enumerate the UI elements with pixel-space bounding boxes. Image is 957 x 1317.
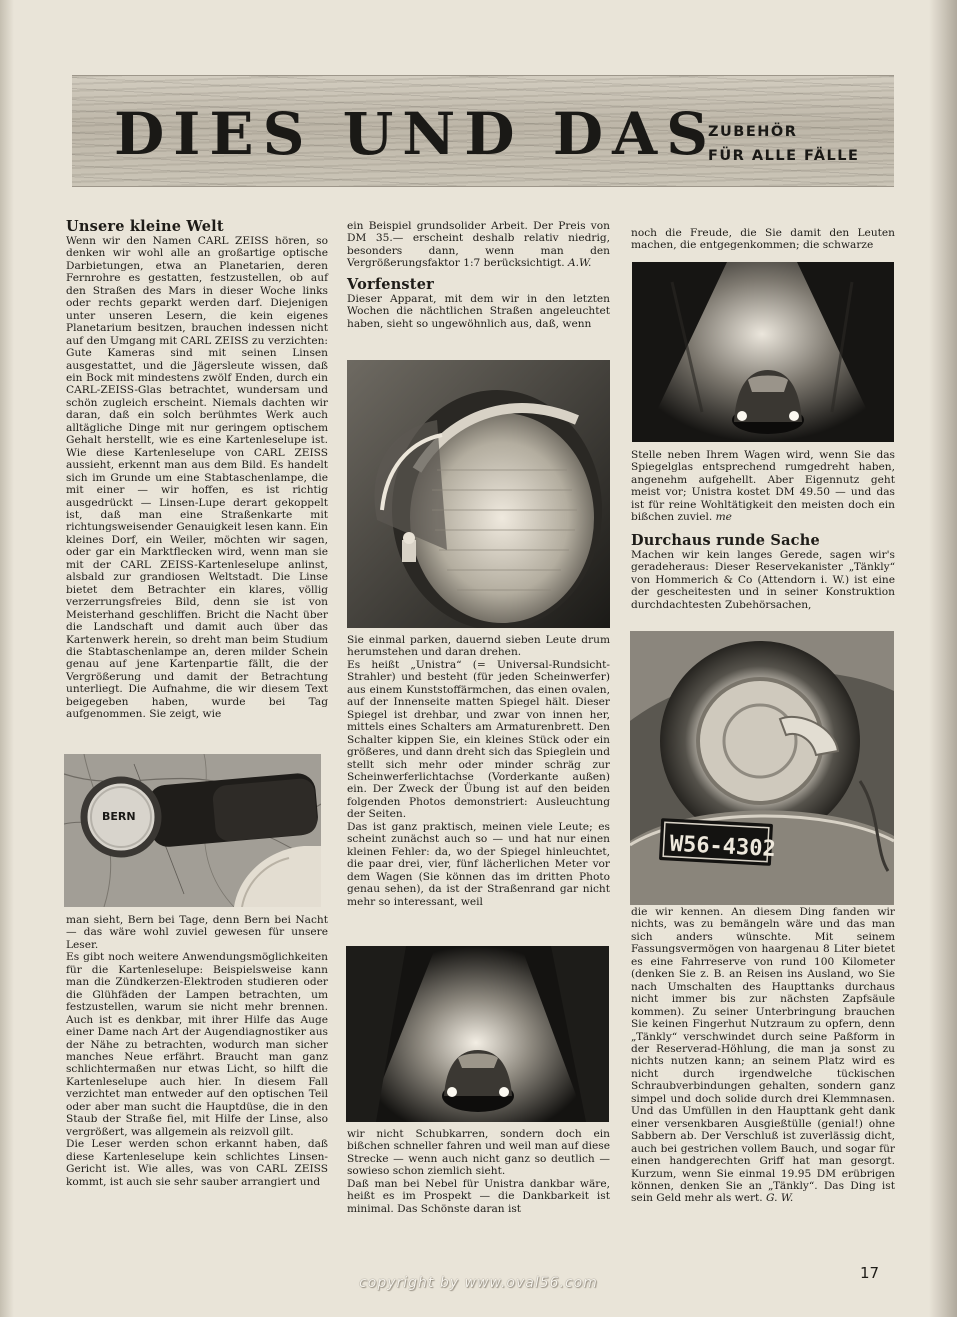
col2-paragraph-nebel: Daß man bei Nebel für Unistra dankbar wäre, heißt es im Prospekt — die Dankbarkeit ist minimal. Das Schönste daran ist: [347, 1177, 610, 1215]
map-label: BERN: [102, 810, 136, 823]
col2-paragraph-praktisch: Das ist ganz praktisch, meinen viele Leute; es scheint zunächst auch so — und hat nur einen kleinen Fehler: da, wo der Spiegel hinleuchtet, die paar drei, vier, fünf lächerlichen Meter vor dem Wagen (Sie können das im dritten Photo genau sehen), da ist der Straßenrand gar nicht mehr so interessant, weil: [347, 820, 610, 908]
col2-paragraph-preis: [347, 220, 610, 270]
col3-paragraph-intro: Machen wir kein langes Gerede, sagen wir's geradeheraus: Dieser Reservekanister „Tänkly“ von Hommerich & Co (Attendorn i. W.) ist eine der gescheitesten und in seiner Konstruktion durchdachtesten Zubehörsachen,: [631, 548, 895, 611]
col3-top: [631, 227, 895, 252]
banner-subtitle-line1: ZUBEHÖR: [708, 124, 798, 140]
page-edge-shadow-right: [929, 0, 957, 1317]
photo-road-night-1: [632, 262, 894, 442]
col2-paragraph-unistra: Es heißt „Unistra“ (= Universal-Rundsicht-Strahler) und besteht (für jeden Scheinwerfer) aus einem Kunststoffärmchen, das einen ovalen, auf der Innenseite matten Spiegel hält. Dieser Spiegel ist drehbar, und zwar von innen her, mittels eines Schalters am Armaturenbrett. Den Schalter kippen Sie, ein kleines Stück oder ein größeres, und dann dreht sich das Spieglein und stellt sich mehr oder minder schräg zur Scheinwerferlichtachse (Vorderkante außen) ein. Der Zweck der Übung ist auf den beiden folgenden Photos demonstriert: Ausleuchtung der Seiten.: [347, 658, 610, 821]
copyright-watermark: copyright by www.oval56.com: [359, 1275, 598, 1291]
signature-me: me: [715, 511, 732, 524]
signature-gw: G. W.: [766, 1192, 794, 1205]
col3-paragraph-stelle: [631, 449, 895, 524]
col2-preis-text: ein Beispiel grundsolider Arbeit. Der Preis von DM 35.— erscheint deshalb relativ niedrig, besonders dann, wenn man den Vergrößerungsfaktor 1:7 berücksichtigt.: [347, 220, 610, 270]
col1-top: [66, 218, 328, 721]
col3-paragraph-freude: noch die Freude, die Sie damit den Leuten machen, die entgegenkommen; die schwarze: [631, 227, 895, 252]
road-night-illustration-1: [632, 262, 894, 442]
col1-paragraph-anwendung: Es gibt noch weitere Anwendungsmöglichkeiten für die Kartenleselupe: Beispielsweise kann man die Zündkerzen-Elektroden studieren oder die Glühfäden der Lampen betrachten, um festzustellen, warum sie nicht mehr brennen. Auch ist es denkbar, mit ihrer Hilfe das Auge einer Dame nach Art der Augendiagnostiker aus der Nähe zu betrachten, wodurch man sicher manches Neue erfährt. Braucht man ganz schlichtermaßen nur etwas Licht, so hilft die Kartenleselupe auch hier. In diesem Fall verzichtet man entweder auf den optischen Teil oder aber man sucht die Hauptdüse, die in den Staub der Straße fiel, mit Hilfe der Linse, also vergrößert, was allgemein als reizvoll gilt.: [66, 951, 328, 1138]
col2-top: [347, 220, 610, 330]
article-heading-kleine-welt: Unsere kleine Welt: [66, 218, 224, 235]
photo-road-night-2: [346, 946, 609, 1122]
col2-paragraph-schubkarren: wir nicht Schubkarren, sondern doch ein bißchen schneller fahren und weil man auf diese Strecke — wenn auch nicht ganz so deutlich — sowieso schon ziemlich sieht.: [347, 1128, 610, 1178]
map-magnifier-illustration: [64, 754, 321, 907]
license-plate-text: W56-4302: [669, 831, 777, 863]
col1-paragraph-leser: Die Leser werden schon erkannt haben, daß diese Kartenleselupe kein schlichtes Linsen-Gericht ist. Wie alles, was von CARL ZEISS kommt, ist auch sie sehr sauber arrangiert und: [66, 1138, 328, 1188]
page-edge-shadow-left: [0, 0, 14, 1317]
col2-middle: [347, 634, 610, 908]
road-night-illustration-2: [346, 946, 609, 1122]
col1-paragraph-bern: man sieht, Bern bei Tage, denn Bern bei Nacht — das wäre wohl zuviel gewesen für unsere Leser.: [66, 914, 328, 951]
col1-paragraph-top: Wenn wir den Namen CARL ZEISS hören, so denken wir wohl alle an großartige optische Darbietungen, etwa an Planetarien, deren Fernrohre es gestatten, festzustellen, ob auf den Straßen des Mars in dieser Woche links oder rechts geparkt werden darf. Diejenigen unter unseren Lesern, die kein eigenes Planetarium besitzen, brauchen indessen nicht auf den Umgang mit CARL ZEISS zu verzichten: Gute Kameras sind mit seinen Linsen ausgestattet, und die Jägersleute wissen, daß ein Bock mit mindestens zwölf Enden, durch ein CARL-ZEISS-Glas betrachtet, wundersam und schön zugleich erscheint. Niemals dachten wir daran, daß ein solch berühmtes Werk auch alltägliche Dinge mit nur geringem optischem Gehalt herstellt, wie es eine Kartenleselupe ist. Wie diese Kartenleselupe von CARL ZEISS aussieht, erkennt man aus dem Bild. Es handelt sich im Grunde um eine Stabtaschenlampe, die mit einer — wir hoffen, es ist richtig ausgedrückt — Linsen-Lupe derart gekoppelt ist, daß man eine Straßenkarte mit richtungsweisender Genauigkeit lesen kann. Ein kleines Dorf, ein Weiler, möchten wir sagen, oder gar ein Marktflecken wird, wenn man sie mit der CARL ZEISS-Kartenleselupe anlinst, alsbald zur grandiosen Weltstadt. Die Linse bietet dem Betrachter ein klares, völlig verzerrungsfreies Bild, denn sie ist von Meisterhand geschliffen. Bricht die Nacht über die Landschaft und damit auch über das Kartenwerk herein, so dreht man beim Studium die Stabtaschenlampe an, deren milder Schein genau auf jene Kartenpartie fällt, die der Vergrößerung und damit der Betrachtung unterliegt. Die Aufnahme, die wir diesem Text beigegeben haben, wurde bei Tag aufgenommen. Sie zeigt, wie: [66, 235, 328, 721]
photo-unistra-lamp: [347, 360, 610, 628]
photo-spare-wheel-canister: [630, 631, 894, 905]
col3-stelle-text: Stelle neben Ihrem Wagen wird, wenn Sie das Spiegelglas entsprechend rumgedreht haben, angenehm aufgehellt. Aber Eigennutz geht meist vor; Unistra kostet DM 49.50 — und das ist für reine Wohltätigkeit den meisten doch ein bißchen zuviel.: [631, 449, 895, 524]
page-number: 17: [860, 1264, 880, 1282]
col2-paragraph-intro: Dieser Apparat, mit dem wir in den letzten Wochen die nächtlichen Straßen angeleuchtet haben, sieht so ungewöhnlich aus, daß, wenn: [347, 292, 610, 330]
banner-subtitle: [708, 120, 878, 168]
article-heading-runde-sache: Durchaus runde Sache: [631, 531, 820, 549]
col3-tankly-text: die wir kennen. An diesem Ding fanden wir nichts, was zu bemängeln wäre und das man sich anders wünschte. Mit seinem Fassungsvermögen von haargenau 8 Liter bietet es eine Fahrreserve von rund 100 Kilometer (denken Sie z. B. an Reisen ins Ausland, wo Sie nach Umschalten des Haupttanks durchaus nicht immer bis zur nächsten Zapfsäule kommen). Zu seiner Unterbringung brauchen Sie keinen Fingerhut Nutzraum zu opfern, denn „Tänkly“ verschwindet durch seine Paßform in der Reserverad-Höhlung, die man ja sonst zu nichts nutzen kann; an seinem Platz wird es nicht durch irgendwelche tückischen Schraubverbindungen gehalten, sondern ganz simpel und doch solide durch drei Klemmnasen. Und das Umfüllen in den Haupttank geht dank einer versenkbaren Ausgießtülle (genial!) ohne Sabbern ab. Der Verschluß ist zuverlässig dicht, auch bei gestrichen vollem Bauch, und sogar für einen handgerechten Griff hat man gesorgt. Kurzum, wenn Sie einmal 19.95 DM erübrigen können, denken Sie an „Tänkly“. Das Ding ist sein Geld mehr als wert.: [631, 906, 895, 1205]
col3-paragraph-tankly: [631, 906, 895, 1205]
col3-middle: [631, 449, 895, 611]
photo-map-magnifier: [64, 754, 321, 907]
banner-subtitle-line2: FÜR ALLE FÄLLE: [708, 148, 860, 164]
banner-title: DIES UND DAS: [114, 100, 717, 168]
signature-aw: A.W.: [567, 257, 592, 270]
header-banner: [72, 75, 894, 187]
article-heading-vorfenster: Vorfenster: [347, 275, 434, 293]
col2-paragraph-parken: Sie einmal parken, dauernd sieben Leute drum herumstehen und daran drehen.: [347, 634, 610, 659]
col3-bottom: [631, 906, 895, 1205]
col1-bottom: [66, 914, 328, 1188]
unistra-lamp-illustration: [347, 360, 610, 628]
spare-wheel-canister-illustration: [630, 631, 894, 905]
col2-bottom: [347, 1128, 610, 1215]
